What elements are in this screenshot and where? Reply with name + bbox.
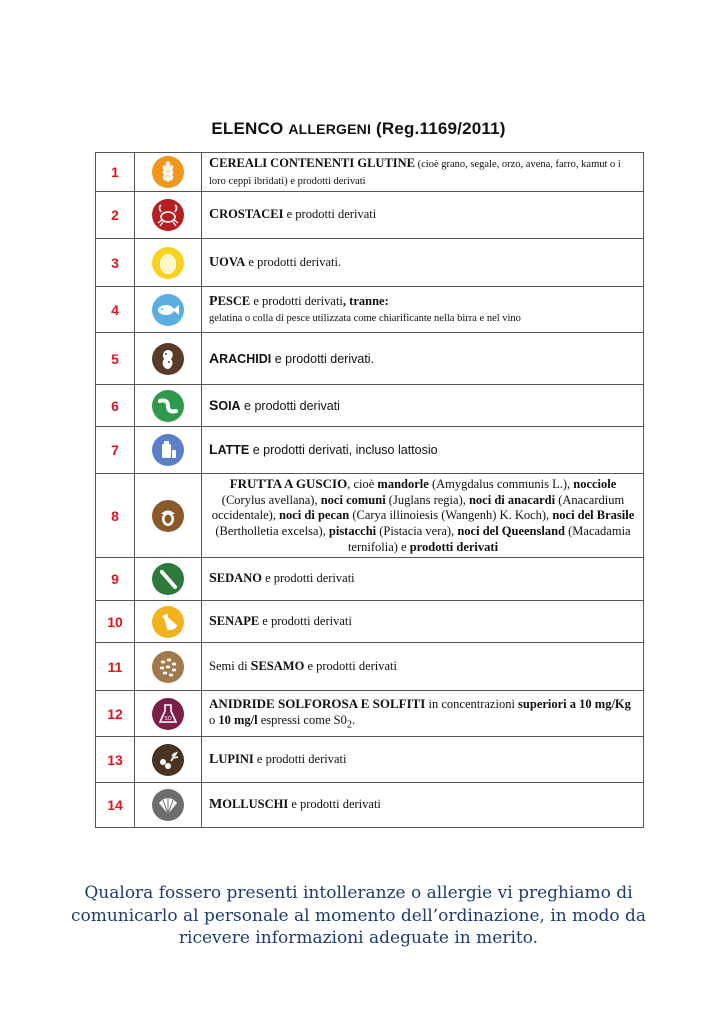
fish-icon: [151, 293, 185, 327]
allergen-description: CROSTACEI e prodotti derivati: [202, 192, 644, 239]
row-number: 8: [96, 474, 135, 558]
icon-cell: [135, 287, 202, 333]
title-sub: ALLERGENI: [288, 121, 372, 137]
row-number: 4: [96, 287, 135, 333]
table-row: [96, 239, 644, 287]
row-number: 9: [96, 558, 135, 601]
title-main: ELENCO: [211, 119, 284, 138]
allergen-description: FRUTTA A GUSCIO, cioè mandorle (Amygdalus communis L.), nocciole (Corylus avellana), noci comuni (Juglans regia), noci di anacardi (Anacardium occidentale), noci di pecan (Carya illinoiesis (Wangenh) K. Koch), noci del Brasile (Bertholletia excelsa), pistacchi (Pistacia vera), noci del Queensland (Macadamia ternifolia) e prodotti derivati: [202, 474, 644, 558]
icon-cell: [135, 333, 202, 385]
row-number: 6: [96, 385, 135, 427]
allergen-description: UOVA e prodotti derivati.: [202, 239, 644, 287]
peanut-icon: [151, 342, 185, 376]
icon-cell: [135, 643, 202, 691]
table-row: [96, 558, 644, 601]
footer-note: [40, 882, 677, 950]
allergen-description: SEDANO e prodotti derivati: [202, 558, 644, 601]
icon-cell: [135, 427, 202, 474]
allergen-description: SENAPE e prodotti derivati: [202, 601, 644, 643]
svg-text:SO: SO: [164, 715, 172, 722]
footer-line: Qualora fossero presenti intolleranze o allergie vi preghiamo di: [84, 883, 633, 903]
allergen-description: LATTE e prodotti derivati, incluso lattosio: [202, 427, 644, 474]
table-row: [96, 783, 644, 828]
table-row: [96, 333, 644, 385]
icon-cell: [135, 601, 202, 643]
page-title: [0, 119, 717, 139]
egg-icon: [151, 246, 185, 280]
allergen-description: SOIA e prodotti derivati: [202, 385, 644, 427]
row-number: 11: [96, 643, 135, 691]
footer-line: ricevere informazioni adeguate in merito.: [178, 928, 539, 949]
row-number: 7: [96, 427, 135, 474]
row-number: 10: [96, 601, 135, 643]
table-row: [96, 474, 644, 558]
icon-cell: [135, 783, 202, 828]
wheat-icon: [151, 155, 185, 189]
table-row: [96, 691, 644, 737]
allergen-description: MOLLUSCHI e prodotti derivati: [202, 783, 644, 828]
row-number: 1: [96, 153, 135, 192]
row-number: 12: [96, 691, 135, 737]
crab-icon: [151, 198, 185, 232]
table-row: [96, 601, 644, 643]
row-number: 14: [96, 783, 135, 828]
table-row: [96, 427, 644, 474]
icon-cell: [135, 239, 202, 287]
allergen-description: CEREALI CONTENENTI GLUTINE (cioè grano, segale, orzo, avena, farro, kamut o i loro ceppi ibridati) e prodotti derivati: [202, 153, 644, 192]
footer-line: comunicarlo al personale al momento dell’ordinazione, in modo da: [70, 905, 647, 926]
icon-cell: [135, 192, 202, 239]
milk-icon: [151, 433, 185, 467]
sulphite-icon: [151, 697, 185, 731]
allergen-description: PESCE e prodotti derivati, tranne: gelatina o colla di pesce utilizzata come chiarificante nella birra e nel vino: [202, 287, 644, 333]
icon-cell: [135, 474, 202, 558]
row-number: 5: [96, 333, 135, 385]
icon-cell: [135, 153, 202, 192]
icon-cell: [135, 558, 202, 601]
row-number: 13: [96, 737, 135, 783]
allergen-description: LUPINI e prodotti derivati: [202, 737, 644, 783]
allergens-table: [95, 152, 644, 828]
table-row: [96, 192, 644, 239]
allergen-description: ARACHIDI e prodotti derivati.: [202, 333, 644, 385]
icon-cell: [135, 737, 202, 783]
mustard-icon: [151, 605, 185, 639]
icon-cell: [135, 385, 202, 427]
lupin-icon: [151, 743, 185, 777]
icon-cell: [135, 691, 202, 737]
row-number: 2: [96, 192, 135, 239]
hazelnut-icon: [151, 499, 185, 533]
table-row: [96, 643, 644, 691]
allergen-description: ANIDRIDE SOLFOROSA E SOLFITI in concentrazioni superiori a 10 mg/Kg o 10 mg/l espressi come $S0_2$.: [202, 691, 644, 737]
shell-icon: [151, 788, 185, 822]
table-row: [96, 287, 644, 333]
sesame-icon: [151, 650, 185, 684]
title-reg: (Reg.1169/2011): [375, 119, 506, 138]
soy-icon: [151, 389, 185, 423]
table-row: [96, 153, 644, 192]
celery-icon: [151, 562, 185, 596]
table-row: [96, 385, 644, 427]
table-row: [96, 737, 644, 783]
row-number: 3: [96, 239, 135, 287]
allergen-description: Semi di SESAMO e prodotti derivati: [202, 643, 644, 691]
